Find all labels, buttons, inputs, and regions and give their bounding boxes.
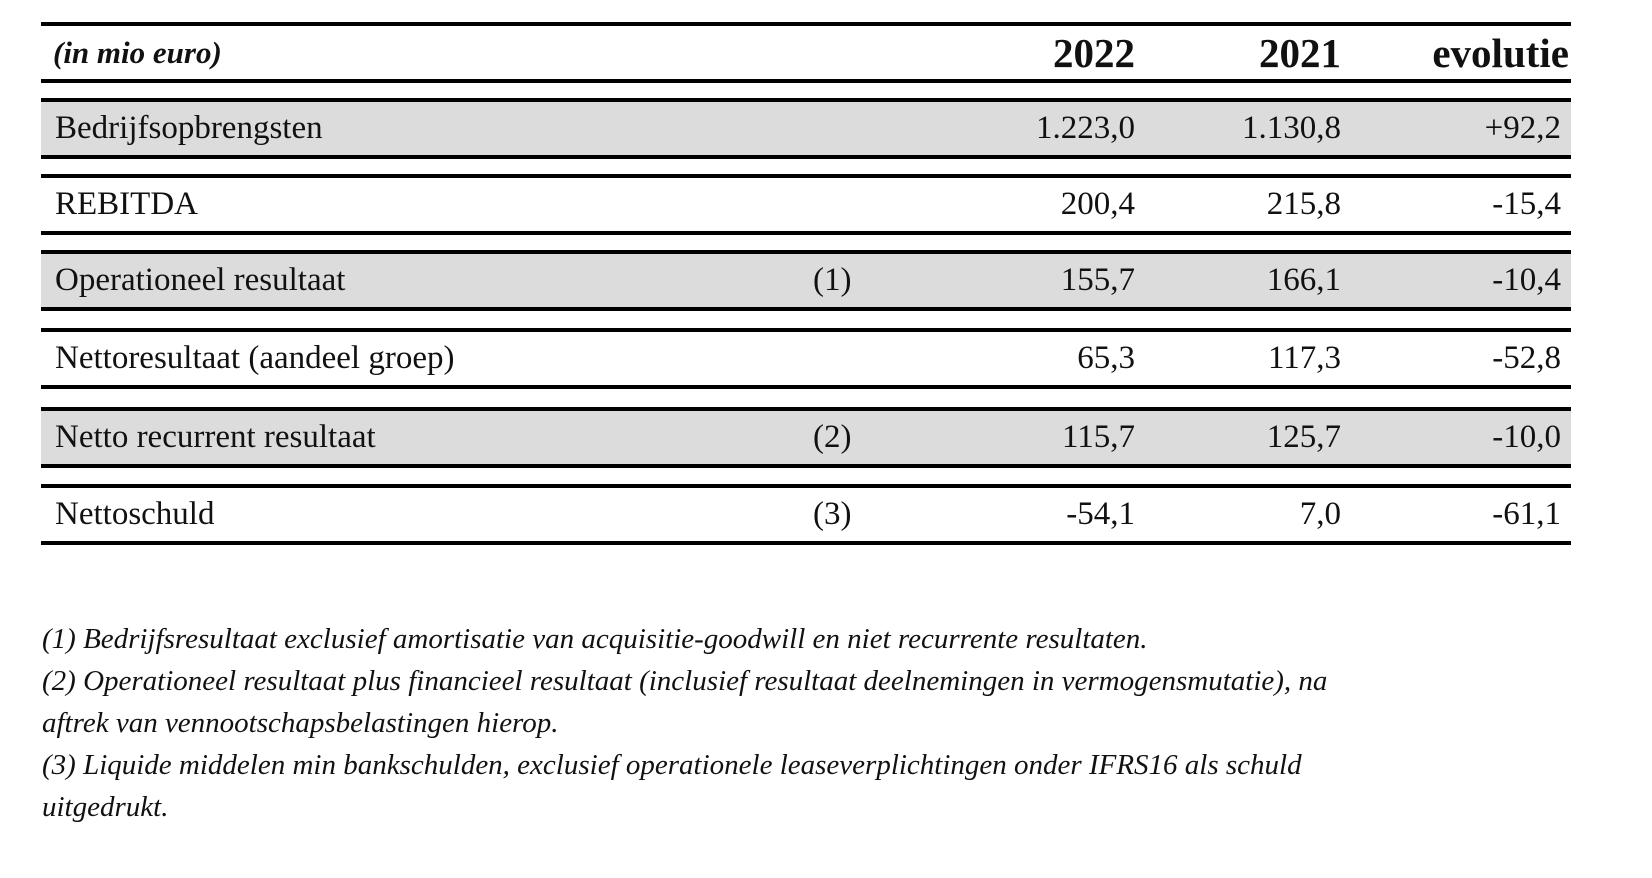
- row-value-2022: 65,3: [1077, 340, 1135, 376]
- row-value-2022: 155,7: [1060, 262, 1135, 298]
- table-row: [41, 484, 1571, 545]
- row-label: Operationeel resultaat: [55, 262, 346, 298]
- row-note: (3): [813, 496, 852, 532]
- footnote-2-line-2: aftrek van vennootschapsbelastingen hierop.: [42, 707, 559, 739]
- row-value-2022: 1.223,0: [1036, 110, 1135, 146]
- row-value-2021: 125,7: [1266, 419, 1341, 455]
- row-evolution: -61,1: [1492, 496, 1561, 532]
- table-header-row: [41, 22, 1571, 83]
- header-year-2022: 2022: [1053, 29, 1135, 76]
- table-row: [41, 407, 1571, 468]
- table-row: [41, 98, 1571, 159]
- footnote-3-line-2: uitgedrukt.: [42, 791, 169, 823]
- row-value-2022: 200,4: [1060, 186, 1135, 222]
- footnote-3-line-1: (3) Liquide middelen min bankschulden, exclusief operationele leaseverplichtingen onder IFRS16 als schuld: [42, 749, 1302, 781]
- row-evolution: -10,4: [1492, 262, 1561, 298]
- table-row: [41, 174, 1571, 235]
- row-evolution: -10,0: [1492, 419, 1561, 455]
- row-note: [813, 332, 913, 385]
- row-value-2021: 215,8: [1266, 186, 1341, 222]
- row-note: (1): [813, 262, 852, 298]
- header-year-2021: 2021: [1259, 29, 1341, 76]
- row-value-2021: 7,0: [1299, 496, 1341, 532]
- row-note: [813, 178, 913, 231]
- row-label: REBITDA: [55, 186, 198, 222]
- footnotes: [42, 618, 1642, 828]
- footnote-2-line-1: (2) Operationeel resultaat plus financieel resultaat (inclusief resultaat deelnemingen in vermogensmutatie), na: [42, 665, 1328, 697]
- table-row: [41, 250, 1571, 311]
- table-row: [41, 328, 1571, 389]
- row-value-2022: -54,1: [1066, 496, 1135, 532]
- row-label: Nettoschuld: [55, 496, 215, 532]
- footnote-1: (1) Bedrijfsresultaat exclusief amortisatie van acquisitie-goodwill en niet recurrente resultaten.: [42, 623, 1148, 655]
- row-label: Nettoresultaat (aandeel groep): [55, 340, 455, 376]
- row-label: Bedrijfsopbrengsten: [55, 110, 323, 146]
- header-evolution: evolutie: [1432, 29, 1569, 76]
- row-evolution: -52,8: [1492, 340, 1561, 376]
- row-value-2021: 1.130,8: [1242, 110, 1341, 146]
- row-note: [813, 102, 913, 155]
- row-value-2022: 115,7: [1061, 419, 1135, 455]
- row-value-2021: 117,3: [1267, 340, 1341, 376]
- header-unit-label: (in mio euro): [53, 34, 222, 70]
- row-note: (2): [813, 419, 852, 455]
- row-value-2021: 166,1: [1266, 262, 1341, 298]
- row-label: Netto recurrent resultaat: [55, 419, 376, 455]
- row-evolution: +92,2: [1484, 110, 1561, 146]
- row-evolution: -15,4: [1492, 186, 1561, 222]
